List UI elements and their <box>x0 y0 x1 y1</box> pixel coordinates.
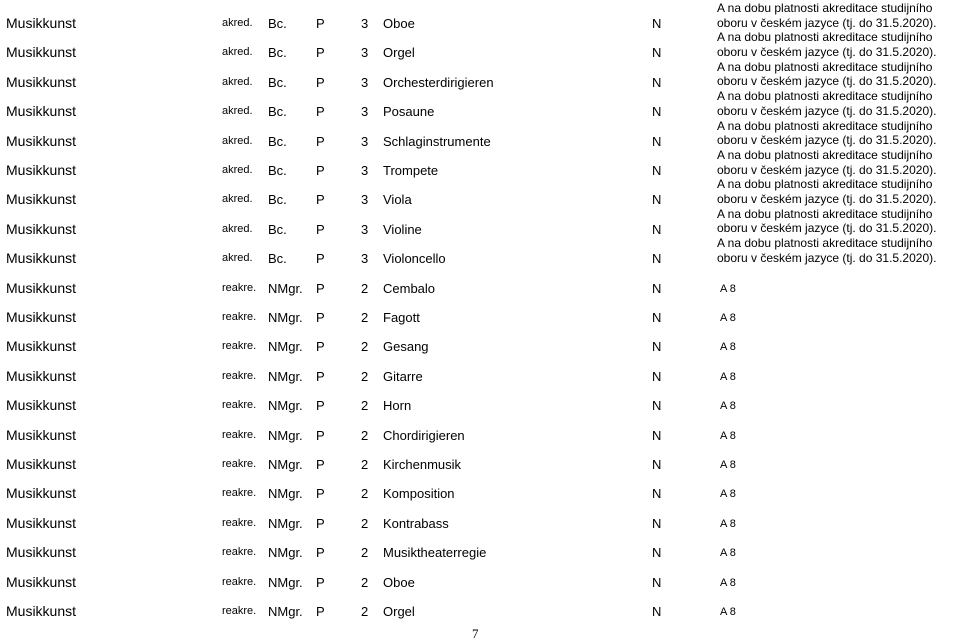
study-form: P <box>316 163 325 178</box>
language: N <box>652 163 662 178</box>
degree-type: NMgr. <box>268 339 303 355</box>
study-length: 2 <box>361 604 369 619</box>
specialization: Gitarre <box>383 368 423 384</box>
study-form: P <box>316 104 325 120</box>
language: N <box>652 368 662 384</box>
language-code: A 8 <box>720 606 736 618</box>
specialization: Komposition <box>383 486 455 502</box>
specialization: Orgel <box>383 45 415 61</box>
study-length: 3 <box>361 221 369 237</box>
degree-type: Bc. <box>268 45 287 61</box>
specialization: Violine <box>383 221 422 237</box>
degree-type: NMgr. <box>268 515 303 531</box>
language: N <box>652 574 662 590</box>
study-form: P <box>316 368 325 384</box>
study-form: P <box>316 192 325 208</box>
study-field: Musikkunst <box>6 162 77 178</box>
language: N <box>652 457 662 472</box>
note-line: A na dobu platnosti akreditace studijního <box>717 30 933 45</box>
specialization: Posaune <box>383 104 435 120</box>
specialization: Gesang <box>383 339 429 355</box>
study-field: Musikkunst <box>6 191 77 208</box>
study-form: P <box>316 545 325 561</box>
specialization: Violoncello <box>383 251 446 267</box>
accreditation-type: reakre. <box>222 281 257 294</box>
degree-type: NMgr. <box>268 427 303 443</box>
degree-type: NMgr. <box>268 486 303 502</box>
study-form: P <box>316 310 325 325</box>
table-row <box>0 530 960 559</box>
study-length: 3 <box>361 192 369 208</box>
study-field: Musikkunst <box>6 44 77 61</box>
degree-type: Bc. <box>268 221 287 237</box>
study-field: Musikkunst <box>6 279 77 296</box>
language-code: A 8 <box>720 341 736 354</box>
degree-type: Bc. <box>268 16 287 31</box>
study-field: Musikkunst <box>6 132 77 149</box>
note-line: oboru v českém jazyce (tj. do 31.5.2020). <box>717 191 937 206</box>
specialization: Orchesterdirigieren <box>383 74 494 90</box>
language: N <box>652 398 662 414</box>
table-row <box>0 471 960 500</box>
accreditation-type: akred. <box>222 105 253 118</box>
accreditation-type: reakre. <box>222 605 257 617</box>
table-row <box>0 324 960 353</box>
accreditation-type: reakre. <box>222 487 257 500</box>
table-row <box>0 177 960 206</box>
language: N <box>652 74 662 90</box>
study-length: 3 <box>361 74 369 90</box>
study-length: 2 <box>361 545 369 561</box>
language-code: A 8 <box>720 400 736 413</box>
note-line: A na dobu platnosti akreditace studijního <box>717 148 933 162</box>
study-length: 2 <box>361 574 369 590</box>
language: N <box>652 486 662 502</box>
study-form: P <box>316 604 325 619</box>
language-code: A 8 <box>720 282 736 295</box>
specialization: Cembalo <box>383 280 436 296</box>
study-form: P <box>316 74 325 90</box>
note-line: oboru v českém jazyce (tj. do 31.5.2020). <box>717 250 937 265</box>
degree-type: NMgr. <box>268 574 303 590</box>
language: N <box>652 221 662 237</box>
table-row <box>0 295 960 324</box>
study-form: P <box>316 515 325 531</box>
accreditation-type: akred. <box>222 252 253 265</box>
study-length: 3 <box>361 16 369 31</box>
study-length: 2 <box>361 427 369 443</box>
study-length: 2 <box>361 280 369 296</box>
study-field: Musikkunst <box>6 514 77 531</box>
table-row <box>0 207 960 236</box>
note-line: A na dobu platnosti akreditace studijního <box>717 118 933 133</box>
language: N <box>652 104 662 120</box>
degree-type: Bc. <box>268 74 287 90</box>
language-code: A 8 <box>720 517 736 530</box>
specialization: Kirchenmusik <box>383 457 462 472</box>
study-length: 2 <box>361 339 369 355</box>
degree-type: NMgr. <box>268 457 303 472</box>
accreditation-type: reakre. <box>222 458 257 470</box>
study-field: Musikkunst <box>6 456 77 472</box>
accreditation-type: reakre. <box>222 428 257 441</box>
table-row <box>0 413 960 442</box>
note-line: oboru v českém jazyce (tj. do 31.5.2020). <box>717 133 937 148</box>
study-field: Musikkunst <box>6 73 77 90</box>
table-row <box>0 236 960 265</box>
study-form: P <box>316 398 325 414</box>
study-length: 2 <box>361 368 369 384</box>
language-code: A 8 <box>720 459 736 471</box>
study-form: P <box>316 427 325 443</box>
specialization: Kontrabass <box>383 515 449 531</box>
degree-type: NMgr. <box>268 368 303 384</box>
table-row <box>0 60 960 89</box>
study-form: P <box>316 251 325 267</box>
study-field: Musikkunst <box>6 367 77 384</box>
study-field: Musikkunst <box>6 220 77 237</box>
accreditation-type: akred. <box>222 75 253 88</box>
accreditation-type: reakre. <box>222 340 257 353</box>
study-field: Musikkunst <box>6 397 77 414</box>
study-field: Musikkunst <box>6 15 77 31</box>
language: N <box>652 251 662 267</box>
degree-type: Bc. <box>268 192 287 208</box>
degree-type: Bc. <box>268 251 287 267</box>
study-field: Musikkunst <box>6 250 77 267</box>
table-row <box>0 560 960 589</box>
study-length: 2 <box>361 310 369 325</box>
table-row <box>0 89 960 118</box>
language: N <box>652 604 662 619</box>
degree-type: Bc. <box>268 163 287 178</box>
study-form: P <box>316 280 325 296</box>
specialization: Fagott <box>383 310 420 325</box>
accreditation-type: akred. <box>222 17 253 29</box>
language: N <box>652 133 662 149</box>
study-field: Musikkunst <box>6 309 77 325</box>
note-line: A na dobu platnosti akreditace studijního <box>717 177 933 192</box>
specialization: Chordirigieren <box>383 427 465 443</box>
note-line: oboru v českém jazyce (tj. do 31.5.2020). <box>717 15 937 30</box>
study-form: P <box>316 221 325 237</box>
accreditation-type: akred. <box>222 46 253 59</box>
accreditation-type: reakre. <box>222 516 257 529</box>
study-form: P <box>316 133 325 149</box>
degree-type: NMgr. <box>268 310 303 325</box>
accreditation-type: reakre. <box>222 399 257 412</box>
specialization: Orgel <box>383 604 415 619</box>
degree-type: NMgr. <box>268 280 303 296</box>
study-form: P <box>316 339 325 355</box>
study-length: 3 <box>361 104 369 120</box>
table-row <box>0 383 960 412</box>
note-line: oboru v českém jazyce (tj. do 31.5.2020). <box>717 162 937 177</box>
accreditation-type: akred. <box>222 164 253 176</box>
note-line: A na dobu platnosti akreditace studijního <box>717 206 933 221</box>
table-row <box>0 148 960 177</box>
study-form: P <box>316 457 325 472</box>
note-line: A na dobu platnosti akreditace studijního <box>717 236 933 251</box>
language-code: A 8 <box>720 576 736 589</box>
language: N <box>652 310 662 325</box>
language: N <box>652 545 662 561</box>
study-field: Musikkunst <box>6 485 77 502</box>
note-line: A na dobu platnosti akreditace studijního <box>717 89 933 104</box>
degree-type: Bc. <box>268 133 287 149</box>
table-row <box>0 119 960 148</box>
table-row <box>0 501 960 530</box>
degree-type: NMgr. <box>268 604 303 619</box>
note-line: oboru v českém jazyce (tj. do 31.5.2020). <box>717 44 937 59</box>
study-form: P <box>316 16 325 31</box>
accreditation-type: reakre. <box>222 311 257 323</box>
table-row <box>0 266 960 295</box>
language: N <box>652 515 662 531</box>
specialization: Schlaginstrumente <box>383 133 491 149</box>
study-length: 2 <box>361 398 369 414</box>
table-row <box>0 1 960 30</box>
accreditation-type: reakre. <box>222 369 257 382</box>
study-form: P <box>316 574 325 590</box>
language: N <box>652 427 662 443</box>
degree-type: NMgr. <box>268 545 303 561</box>
language-code: A 8 <box>720 488 736 501</box>
note-line: oboru v českém jazyce (tj. do 31.5.2020). <box>717 103 937 118</box>
study-field: Musikkunst <box>6 338 77 355</box>
accreditation-type: akred. <box>222 193 253 206</box>
table-row <box>0 354 960 383</box>
table-row <box>0 589 960 618</box>
study-length: 3 <box>361 45 369 61</box>
study-length: 2 <box>361 457 369 472</box>
table-row <box>0 30 960 59</box>
language: N <box>652 16 662 31</box>
specialization: Viola <box>383 192 412 208</box>
note-line: A na dobu platnosti akreditace studijního <box>717 59 933 74</box>
page-number: 7 <box>472 626 479 641</box>
language: N <box>652 45 662 61</box>
study-length: 3 <box>361 163 369 178</box>
study-length: 2 <box>361 486 369 502</box>
note-line: oboru v českém jazyce (tj. do 31.5.2020). <box>717 74 937 89</box>
accreditation-type: akred. <box>222 134 253 147</box>
study-field: Musikkunst <box>6 426 77 443</box>
study-length: 3 <box>361 133 369 149</box>
accreditation-type: akred. <box>222 222 253 235</box>
note-line: oboru v českém jazyce (tj. do 31.5.2020). <box>717 221 937 236</box>
language-code: A 8 <box>720 429 736 442</box>
language-code: A 8 <box>720 547 736 560</box>
specialization: Trompete <box>383 163 439 178</box>
study-field: Musikkunst <box>6 603 77 619</box>
study-field: Musikkunst <box>6 544 77 561</box>
specialization: Musiktheaterregie <box>383 545 487 561</box>
degree-type: NMgr. <box>268 398 303 414</box>
study-form: P <box>316 45 325 61</box>
accreditation-type: reakre. <box>222 575 257 588</box>
study-form: P <box>316 486 325 502</box>
specialization: Horn <box>383 398 412 414</box>
language: N <box>652 280 662 296</box>
accreditation-type: reakre. <box>222 546 257 559</box>
specialization: Oboe <box>383 574 415 590</box>
study-field: Musikkunst <box>6 103 77 120</box>
specialization: Oboe <box>383 16 415 31</box>
language-code: A 8 <box>720 312 736 324</box>
study-length: 2 <box>361 515 369 531</box>
study-length: 3 <box>361 251 369 267</box>
note-line: A na dobu platnosti akreditace studijního <box>717 1 933 15</box>
table-row <box>0 442 960 471</box>
language-code: A 8 <box>720 370 736 383</box>
study-field: Musikkunst <box>6 573 77 590</box>
language: N <box>652 192 662 208</box>
degree-type: Bc. <box>268 104 287 120</box>
language: N <box>652 339 662 355</box>
